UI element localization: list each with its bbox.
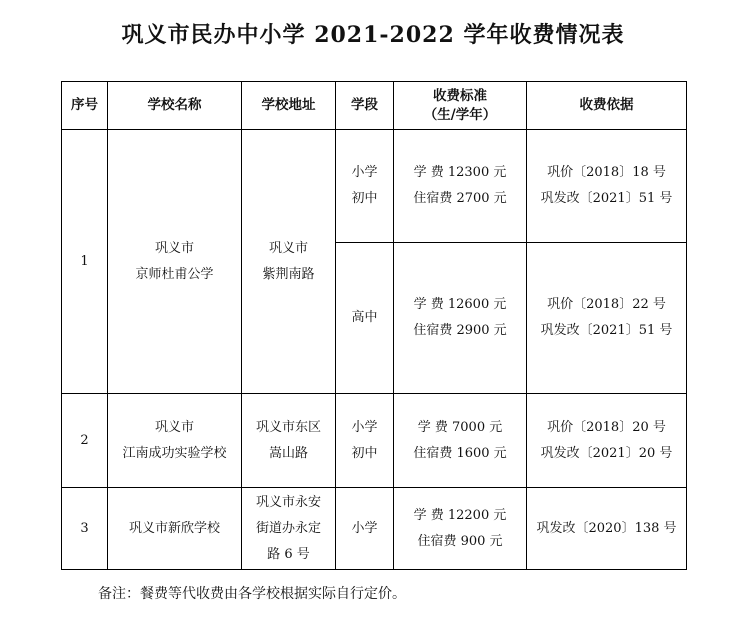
fee-line: 住宿费 2900 元 — [413, 323, 507, 338]
stage-line: 小学 — [351, 165, 378, 180]
cell-fee-standard — [394, 243, 527, 394]
table-row — [62, 394, 687, 488]
cell-seq: 2 — [62, 394, 108, 488]
school-name-line: 巩义市 — [154, 419, 194, 435]
cell-school-name: 巩义市新欣学校 — [108, 488, 242, 570]
fee-table — [61, 81, 687, 570]
page-title: 巩义市民办中小学 2021-2022 学年收费情况表 — [121, 22, 625, 48]
cell-school-address — [242, 488, 336, 570]
header-fee-standard — [394, 82, 527, 130]
fee-line: 学 费 12600 元 — [413, 297, 507, 312]
school-address-line: 巩义市永安 — [255, 494, 321, 510]
fee-basis-line: 巩发改〔2021〕51 号 — [540, 323, 673, 338]
cell-school-address — [242, 394, 336, 488]
fee-line: 学 费 7000 元 — [417, 419, 503, 435]
footnote: 备注：餐费等代收费由各学校根据实际自行定价。 — [98, 586, 406, 602]
cell-seq: 3 — [62, 488, 108, 570]
header-fee-basis: 收费依据 — [527, 82, 687, 130]
header-fee-standard-line1: 收费标准 — [433, 87, 487, 104]
fee-line: 学 费 12200 元 — [413, 507, 507, 523]
stage-line: 初中 — [351, 445, 378, 461]
header-seq: 序号 — [62, 82, 108, 130]
stage-line: 初中 — [351, 191, 378, 206]
fee-line: 住宿费 2700 元 — [413, 191, 507, 206]
cell-seq: 1 — [62, 130, 108, 394]
header-stage: 学段 — [336, 82, 394, 130]
fee-line: 学 费 12300 元 — [413, 165, 507, 180]
cell-fee-standard — [394, 488, 527, 570]
stage-line: 小学 — [351, 419, 378, 435]
cell-stage: 高中 — [336, 243, 394, 394]
cell-stage: 小学 — [336, 488, 394, 570]
school-address-line: 嵩山路 — [268, 445, 308, 461]
fee-basis-line: 巩价〔2018〕22 号 — [547, 297, 666, 312]
header-school-name: 学校名称 — [108, 82, 242, 130]
school-name-line: 京师杜甫公学 — [135, 266, 214, 282]
cell-fee-basis — [527, 394, 687, 488]
cell-school-address — [242, 130, 336, 394]
fee-basis-line: 巩发改〔2021〕51 号 — [540, 191, 673, 206]
school-name-line: 巩义市 — [154, 240, 194, 256]
fee-line: 住宿费 1600 元 — [413, 445, 507, 461]
school-address-line: 路 6 号 — [267, 546, 310, 562]
fee-line: 住宿费 900 元 — [417, 533, 503, 549]
school-address-line: 紫荆南路 — [262, 266, 315, 282]
school-address-line: 巩义市 — [268, 240, 308, 256]
school-address-line: 巩义市东区 — [255, 419, 321, 435]
cell-school-name — [108, 130, 242, 394]
cell-fee-basis — [527, 130, 687, 243]
fee-basis-line: 巩价〔2018〕20 号 — [547, 419, 666, 435]
table-row — [62, 130, 687, 243]
header-fee-standard-line2: （生/学年） — [423, 106, 497, 123]
school-address-line: 街道办永定 — [255, 520, 321, 536]
fee-basis-line: 巩发改〔2021〕20 号 — [540, 445, 673, 461]
header-school-address: 学校地址 — [242, 82, 336, 130]
fee-basis-line: 巩价〔2018〕18 号 — [547, 165, 666, 180]
cell-fee-basis — [527, 243, 687, 394]
school-name-line: 江南成功实验学校 — [122, 445, 227, 461]
cell-school-name — [108, 394, 242, 488]
cell-stage — [336, 130, 394, 243]
cell-fee-standard — [394, 394, 527, 488]
table-row — [62, 488, 687, 570]
cell-stage — [336, 394, 394, 488]
cell-fee-basis: 巩发改〔2020〕138 号 — [527, 488, 687, 570]
cell-fee-standard — [394, 130, 527, 243]
header-row — [62, 82, 687, 130]
